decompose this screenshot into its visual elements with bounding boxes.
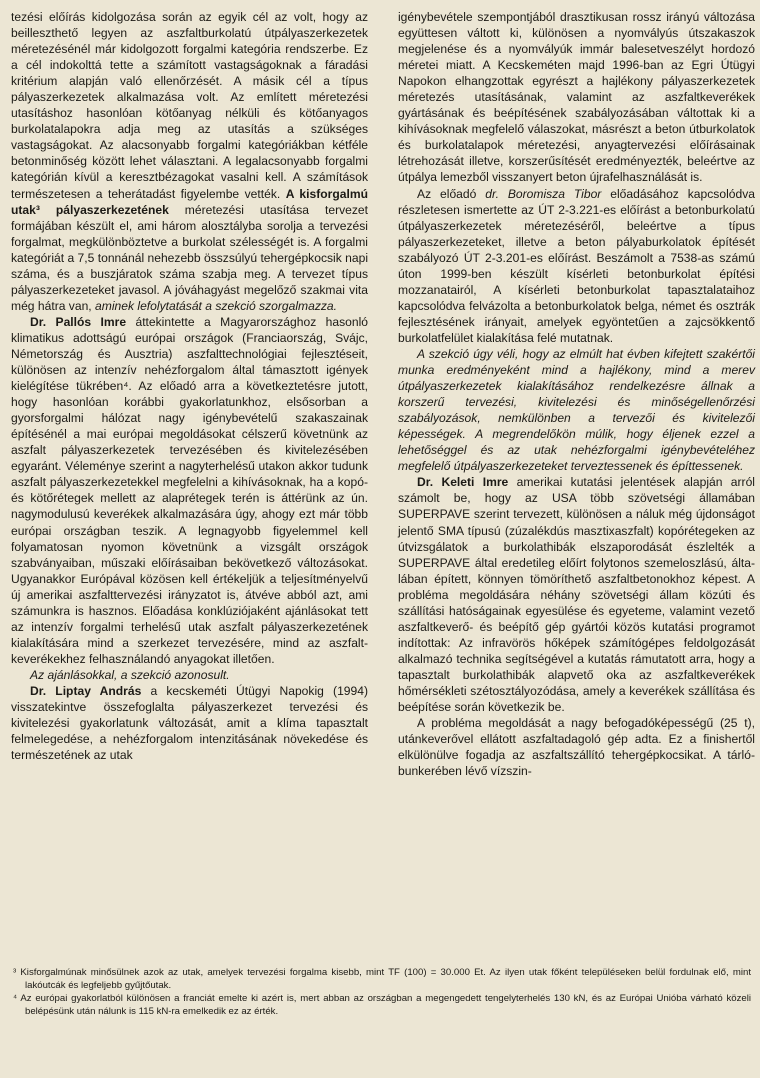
footnotes bbox=[11, 966, 751, 1018]
bold-run: A kisforgalmú utak³ pályaszerkezetének bbox=[11, 186, 368, 217]
bold-run: Dr. Keleti Imre bbox=[417, 475, 509, 490]
bold-run: Dr. Pallós Imre bbox=[30, 314, 127, 329]
paragraph bbox=[398, 186, 755, 346]
paragraph bbox=[11, 683, 368, 763]
text-run: tezési előírás kidolgozása során az egyik cél az volt, hogy az beilleszthető legyen az aszfaltburkolatú útpályaszerkezetek méretezésénél már kidolgozott forgalmi kategória rendszerbe. Ez a cél indokolttá tette a számított vastagságoknak a fáradási kritérium alapján való ellenőrzését. A másik cél a típus pályaszerkezetek alkalmazása volt. Az említett méretezési utasításhoz hasonlóan kötőanyag nélküli és kötőanyagos burkolatalapokra adja meg az utasítás a szükséges vastagságokat. Az alacsonyabb forgalmi kategóriákban kétféle betonminőség között lehet választani. A legalacsonyabb forgalmi kategórián kívül a keresztbézagokat vasalni kell. A számítások természetesen a teherátadást figyelembe vették. bbox=[11, 10, 368, 201]
footnote-3: ³ Kisforgalmúnak minősülnek azok az utak, amelyek tervezési forgalma kisebb, mint TF (100) = 30.000 Et. Az ilyen utak főként településeken belül fordulnak elő, mint lakóutcák és legfeljebb gyűjtőutak. bbox=[13, 967, 751, 991]
paragraph bbox=[398, 9, 755, 186]
paragraph bbox=[11, 314, 368, 667]
text-run: a kecskeméti Útügyi Napokig (1994) visszatekintve összefoglalta pályaszerkezet tervezési és kivitelezési gyakorlatunk változását, amit a klíma tapasztalt felmelegedése, a nehézforgalom intenzitásának növekedése és természetének az utak bbox=[11, 683, 368, 763]
text-run: előadásához kapcsolódva részletesen ismertette az ÚT 2-3.221-es előírást a betonburkolatú útpályaszerkezetek méretezéséről, beleértve a típus pályaszerkezeteket, illetve a beton pályaburkolatok építését szabályozó ÚT 2-3.201-es előírást. Beszámolt a 7538-as számú úton 1999-ben készült kísérleti betonburkolat építési mozzanatairól, A kísérleti betonburkolat tapasztalataihoz kapcsolódva felvázolta a betonburkolatok belga, német és osztrák fejlesztésének irányait, amelyek egyöntetűen a zajcsökkentő burkolatfelület kialakítása felé mutatnak. bbox=[398, 186, 755, 345]
italic-run: Az ajánlásokkal, a szekció azonosult. bbox=[30, 667, 230, 682]
text-run: igénybevétele szempontjából drasztikusan rossz irányú változása együttesen váltott ki, különösen a nyomvályús útszakaszok megjelenése és a nyomvályúk immár balesetveszélyt hordozó méretei miatt. A Kecskeméten majd 1996-ban az Egri Útügyi Napokon elhangzottak egyrészt a hajlékony pályaszerkezetek méretezés utasításának, valamint az aszfaltkeverékek gyártásának és beépítésének szabályozásában váltottak ki a kihívásoknak megfelelő válaszokat, másrészt a beton útburkolatok és burkolatalapok méretezési, anyagtervezési előírásainak létrehozását illetve, korszerűsítését eredményezték, beleértve az útpálya lemezből visszanyert beton újrafelhasználását is. bbox=[398, 10, 755, 185]
italic-run: A szekció úgy véli, hogy az elmúlt hat évben kifejtett szakértői munka eredményeként mind a hajlékony, mind a merev útpályaszerkezetek kialakításához rendelkezésre állnak a korszerű tervezési, kivitelezési és minőségellenőrzési szabályozások, nemkülönben a tervezői és kivitelezői képességek. A megrendelőkön múlik, hogy éljenek ezzel a lehetőséggel és az utak nehézforgalmi igénybevételéhez megfelelő útpályaszerkezeteket terveztessenek és építtessenek. bbox=[398, 346, 755, 474]
text-run: amerikai kutatási jelentések alapján arról számolt be, hogy az USA több szövetségi államában SUPERPAVE szerint tervezett, különösen a náluk még újdonságot jelentő SMA típusú (zúzalékdús masztixaszfalt) kopórétegeken az útvizsgálatok a burkolathibák elszaporodását észlelték a SUPERPAVE által eredetileg előírt folytonos szemeloszlású, álta-lában épített, könnyen tömöríthető aszfaltbetonokhoz képest. A probléma megoldására néhány szövetségi állam közúti és szállítási hatóságainak egyesülése és egyeteme, valamint vezető aszfaltkeverő- és beépítő gép gyártói közös kutatási programot indítottak: Az infravörös hőképek számítógépes feldolgozását alkalmazó technika segítségével a kutatás rámutatott arra, hogy a tapasztalt burkolathibák alapvető oka az aszfaltkeverékek hőmérsékleti szétosztályozódása, amely a keverékek szállítása és beépítése során következik be. bbox=[398, 475, 755, 715]
text-run: Az előadó bbox=[417, 186, 486, 201]
italic-run: dr. Boromisza Tibor bbox=[485, 186, 602, 201]
paragraph bbox=[398, 346, 755, 474]
left-column bbox=[11, 9, 368, 763]
text-run: áttekintette a Magyarországhoz hasonló klimatikus adottságú európai országok (Franciaország, Svájc, Németország és Ausztria) aszfalttechnológiai fejlesztéseit, különösen az intenzív nehézforgalom által támasztott igények kielégítése tükrében⁴. Az előadó arra a következtetésre jutott, hogy hasonlóan korábbi gyakorlatunkhoz, elsősorban a gyorsforgalmi hálózat nagy igénybevételű szakaszainak építésénél a mai európai megoldásokat célszerű követnünk az aszfalt pályaszerkezetek tervezésében és kivitelezésében egyaránt. Véleménye szerint a nagyterhelésű utakon akkor tudunk aszfalt pályaszerkezetekkel megfelelni a kihívásoknak, ha a kopó- és kötőrétegek mellett az alaprétegek terén is áttérünk az ún. nagymodulusú keverékek alkalmazására úgy, ahogy ezt már több európai országban teszik. A legnagyobb figyelemmel kell folyamatosan nyomon követnünk a vizsgált országok szabványaiban, műszaki előírásaiban bekövetkező változásokat. Ugyanakkor Európával közösen kell értékeljük a teljesítményelvű új amerikai aszfalttervezési irányzatot is, átvéve abból azt, ami számunkra is hasznos. Előadása konklúziójaként ajánlásokat tett az intenzív forgalmi terhelésű utak aszfalt pályaszerkezetének kialakítására mind a szerkezet tervezésére, mind az aszfalt-keverékekhez felhasználandó anyagokat illetően. bbox=[11, 314, 368, 666]
italic-run: aminek lefolytatását a szekció szorgalmazza. bbox=[95, 298, 338, 313]
paragraph bbox=[398, 715, 755, 779]
paragraph bbox=[11, 667, 368, 683]
bold-run: Dr. Liptay András bbox=[30, 683, 142, 698]
paragraph bbox=[11, 9, 368, 314]
right-column bbox=[398, 9, 755, 779]
footnote-4: ⁴ Az európai gyakorlatból különösen a franciát emelte ki azért is, mert abban az országban a megengedett tengelyterhelés 130 kN, és az Európai Unióba várható közeli belépésünk után nálunk is 115 kN-ra emelkedik ez az érték. bbox=[13, 993, 751, 1017]
text-run: A probléma megoldását a nagy befogadóképességű (25 t), utánkeverővel ellátott aszfaltadagoló gép adta. Ez a finishertől elkülönülve fogadja az aszfaltszállító tehergépkocsikat. A tárló-bunkerében lévő vízszin- bbox=[398, 716, 755, 779]
text-run: méretezési utasítása tervezet formájában készült el, ami három alosztályba sorolja a tervezési forgalmat, megkülönböztetve a burkolat szélességét is. A forgalmi kategóriát a 7,5 tonnánál nehezebb összsúlyú tehergépkocsik napi száma, és a buszjáratok száma szabja meg. A tervezet típus pályaszerkezeteket javasol. A jóváhagyást megelőző szakmai vita még hátra van, bbox=[11, 202, 369, 313]
paragraph bbox=[398, 474, 755, 715]
